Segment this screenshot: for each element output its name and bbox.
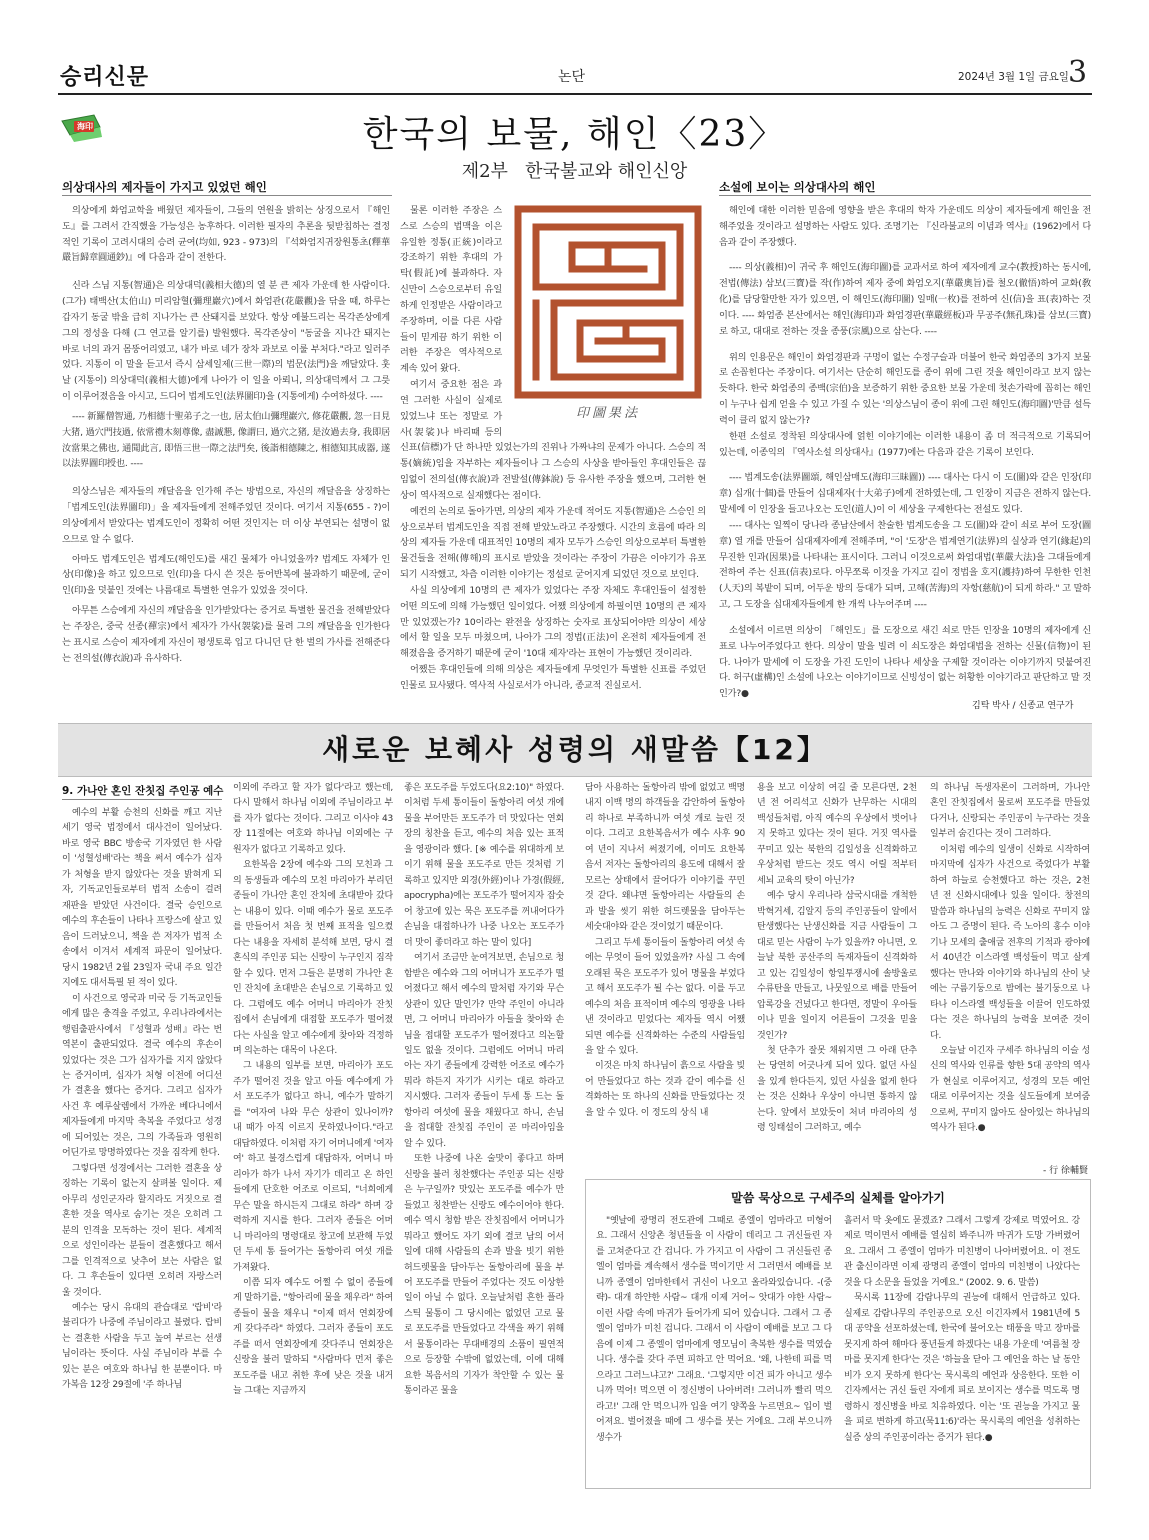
- sidebar-box: [585, 1179, 1091, 1489]
- paragraph: 아무튼 스승에게 자신의 깨달음을 인가받았다는 증거로 특별한 물건을 전해받았다는 주장은, 중국 선종(禪宗)에서 제자가 가사(袈裟)를 물려 그의 깨달음을 인가한다는 표시로 스승이 제자에게 자신이 평생토록 입고 다니던 단 한 벌의 가사를 전해준다는 전의설(傳衣說)과 유사하다.: [62, 605, 390, 664]
- article2-column-3: [404, 781, 564, 1488]
- issue-date: 2024년 3월 1일 금요일: [958, 71, 1069, 83]
- paragraph: 신라 스님 지통(智通)은 의상대덕(義相大德)의 열 분 큰 제자 가운데 한 사람이다. (그가) 태백산(太伯山) 미리암혈(彌理巖穴)에서 화엄관(花嚴觀)을 닦을 때, 하루는 갑자기 동굴 밖을 급히 지나가는 큰 산돼지를 보았다. 항상 예불드리는 목각존상에게 그의 정성을 다해 (그 연고를 알기를) 발원했다. 목각존상이 "동굴을 지나간 돼지는 바로 너의 과거 몸뚱어리였고, 내가 바로 네가 장차 과보로 이룰 부처다."라고 일러주었다. 지통이 이 말을 듣고서 즉시 삼세일제(三世一際)의 법문(法門)을 깨달았다. 훗날 (지통이) 의상대덕(義相大德)에게 나아가 이 일을 아뢰니, 의상대덕께서 그 그릇이 이루어졌음을 아시고, 드디어 법계도인(法界圖印)을 (지통에게) 수여하셨다. ----: [62, 280, 390, 403]
- article2-column-6: [930, 781, 1090, 1151]
- paragraph: 의상스님은 제자들의 깨달음을 인가해 주는 방법으로, 자신의 깨달음을 상징하는 「법계도인(法界圖印)」을 제자들에게 전해주었던 것이다. 여기서 지통(655 - ?)이 의상에게서 받았다는 법계도인이 정확히 어떤 것인지는 더 이상 부연되는 설명이 없으므로 알 수 없다.: [62, 486, 390, 545]
- article2-column-5: [757, 781, 917, 1151]
- sidebar-right-column: [844, 1214, 1080, 1484]
- paragraph: 담아 사용하는 돌항아리 밖에 없었고 백명 내지 이백 명의 하객들을 감안하여 돌항아리 하나로 부족하니까 여섯 개로 늘린 것이다. 그리고 요한복음서가 예수 사후 90여 년이 지나서 써졌기에, 이미도 요한복음서 저자는 돌항아리의 용도에 대해서 잘 모르는 상태에서 끌어다가 이야기를 꾸민 것 같다. 왜냐면 돌항아리는 사람들의 손과 발을 씻기 위한 허드렛물을 담아두는 세숫대야와 같은 것이었기 때문이다.: [585, 783, 745, 933]
- paragraph: 이처럼 예수의 일생이 신화로 시작하여 마지막에 십자가 사건으로 죽었다가 부활하여 하늘로 승천했다고 하는 것은, 2천 년 전 신화시대에나 있을 일이다. 창전의 말씀과 하나님의 능력은 신화로 꾸미지 않아도 그 증명이 된다. 즉 노아의 홍수 이야기나 모세의 출애굽 전후의 기적과 광야에서 40년간 이스라엘 백성들이 먹고 살게 했다는 만나와 이야기와 하나님의 산이 낮에는 구름기둥으로 밤에는 불기둥으로 나타나 이스라엘 백성들을 이끌어 인도하였다는 것은 하나님의 능력을 보여준 것이다.: [930, 844, 1090, 1041]
- paragraph: 의 하나님 독생자론이 그러하며, 가나안 혼인 잔칫집에서 물로써 포도주를 만들었다거나, 신랑되는 주인공이 누구라는 것을 일부러 숨긴다는 것이 그러하다.: [930, 783, 1090, 840]
- sidebar-title: 말씀 묵상으로 구세주의 실체를 알아가기: [731, 1191, 945, 1205]
- paragraph: 오늘날 이긴자 구세주 하나님의 이슬 성신의 역사와 인류를 향한 5대 공약의 역사가 현실로 이루어지고, 성경의 모든 예언대로 이루어지는 것을 실도들에게 보여줌으로써, 꾸미지 않아도 살아있는 하나님의 역사가 된다.●: [930, 1045, 1090, 1134]
- article2-banner: [58, 723, 1092, 777]
- paragraph: ---- 법계도송(法界圖頌, 해인삼매도(海印三昧圖)) ---- 대사는 다시 이 도(圖)와 같은 인장(印章) 십개(十個)를 만들어 십대제자(十大弟子)에게 전하였는데, 그 인장이 지금은 전하지 않는다. 말세에 이 인장을 들고나오는 도인(道人)이 이 세상을 구제한다는 전설도 있다.: [719, 472, 1091, 516]
- page-number: 3: [1068, 55, 1088, 90]
- paragraph: ---- 新羅僧智通, 乃相德十聖弟子之一也, 居太伯山彌理巖穴, 修花嚴觀, 忽一日見大猪, 過穴門技過, 依常禮木刻尊像, 盡誠懇, 像謂曰, 過穴之猪, 是汝過去身, 我即居汝當果之佛也, 通聞此言, 即悟三世一際之法門矣, 後詣相德陳之, 相德知其成器, 遂以法界圖印授也. ----: [62, 410, 390, 470]
- badge-text: 海印: [77, 122, 93, 131]
- paragraph: 한편 소설로 정착된 의상대사에 얽힌 이야기에는 이러한 내용이 좀 더 적극적으로 기록되어 있는데, 이종익의 『역사소설 의상대사』(1977)에는 다음과 같은 기록이 보인다.: [719, 430, 1091, 458]
- paragraph: 요한복음 2장에 예수와 그의 모친과 그의 동생들과 예수의 모친 마리아가 부리던 종들이 가나안 혼인 잔치에 초대받아 갔다는 내용이 있다. 이때 예수가 물로 포도주를 만들어서 처음 첫 번째 표적을 일으켰다는 내용을 자세히 분석해 보면, 당시 결혼식의 주인공 되는 신랑이 누구인지 짐작할 수 있다. 먼저 그들은 분명히 가나안 혼인 잔치에 초대받은 손님으로 기록하고 있다. 그럼에도 예수 어머니 마리아가 잔칫집에서 손님에게 대접할 포도주가 떨어졌다는 사실을 알고 예수에게 찾아와 걱정하며 의논하는 대목이 나온다.: [233, 860, 393, 1056]
- article1-column-2: [400, 203, 706, 709]
- paragraph: 이쯤 되자 예수도 어쩔 수 없이 종들에게 말하기를, "항아리에 물을 채우라" 하여 종들이 물을 채우니 "이제 떠서 연회장에게 갖다주라" 하였다. 그러자 종들이 포도주를 떠서 연회장에게 갖다주니 연회장은 신랑을 불러 말하되 "사람마다 먼저 좋은 포도주를 내고 취한 후에 낮은 것을 내거늘 그대는 지금까지: [233, 1278, 393, 1397]
- paragraph: 해인에 대한 이러한 믿음에 영향을 받은 후대의 학자 가운데도 의상이 제자들에게 해인을 전해주었을 것이라고 설명하는 사람도 있다. 조명기는 『신라불교의 이념과 역사』(1962)에서 다음과 같이 주장했다.: [719, 205, 1091, 248]
- paragraph: 예수의 부활 승천의 신화를 깨고 지난 세기 영국 법정에서 대사건이 일어났다. 바로 영국 BBC 방송국 기자였던 한 사람이 '성혈성배'라는 책을 써서 예수가 십자가 처형을 받지 않았다는 것을 밝혀게 되자, 기독교인들로부터 법적 소송이 걸려 재판을 받았던 사건이다. 결국 승인으로 예수의 후손들이 나타나 프랑스에 살고 있음이 드러났으니, 책을 쓴 저자가 법적 소송에서 이겨서 세계적 파문이 일어났다. 당시 1982년 2월 23일자 국내 주요 일간지에도 대서특필 된 적이 있다.: [62, 808, 222, 989]
- article2-column-1: [62, 806, 222, 1488]
- paragraph: 어쨌든 후대인들에 의해 의상은 제자들에게 무엇인가 특별한 신표를 주었던 인물로 묘사됐다. 역사적 사실로서가 아니라, 종교적 진실로서.: [400, 664, 706, 691]
- paragraph: 그 내용의 일부를 보면, 마리아가 포도주가 떨어진 것을 알고 아들 예수에게 가서 포도주가 없다고 하니, 예수가 말하기를 "여자여 나와 무슨 상관이 있나이까? 내 때가 아직 이르지 못하였나이다."라고 대답하였다. 이처럼 자기 어머니에게 '여자여' 하고 불경스럽게 대답하자, 어머니 마리아가 하가 나서 자기가 데리고 온 하인들에게 단호한 어조로 이르되, "너희에게 무슨 말을 하시든지 그대로 하라" 하며 강력하게 지시를 한다. 그러자 종들은 어머니 마리아의 명령대로 창고에 보관해 두었던 두세 통 들어가는 돌항아리 여섯 개를 가져왔다.: [233, 1061, 393, 1273]
- sidebar-left-column: [596, 1214, 832, 1484]
- paragraph: 위의 인용문은 해인이 화엄경판과 구멍이 없는 수정구슬과 더불어 한국 화엄종의 3가지 보물로 손꼽힌다는 주장이다. 여기서는 단순히 해인도를 종이 위에 그린 것을 해인이라고 보지 않는 듯하다. 한국 화엄종의 종백(宗伯)을 보증하기 위한 중요한 보물 가운데 첫손가락에 꼽히는 해인이 누구나 쉽게 얻을 수 있고 가질 수 있는 '의상스님이 종이 위에 그린 해인도(海印圖)'만큼 설득력이 클리 없지 않는가?: [719, 351, 1091, 426]
- article2-column-2: [233, 781, 393, 1488]
- article2-column-4: [585, 781, 745, 1151]
- paper-name: 승리신문: [60, 65, 150, 90]
- article2-byline: - 行 徐輔賢: [1040, 1163, 1088, 1176]
- section-heading-rule: [62, 799, 222, 800]
- article2-section-heading: 9. 가나안 혼인 잔칫집 주인공 예수: [62, 785, 224, 797]
- paragraph: 이 사건으로 영국과 미국 등 기독교인들에게 많은 충격을 주었고, 우리나라에서는 행림출판사에서 『성혈과 성배』라는 번역본이 출판되었다. 결국 예수의 후손이 있었다는 것은 그가 십자가를 지지 않았다는 증거이며, 십자가 처형 이전에 어디선가 결혼을 했다는 증거다. 그리고 십자가 사건 후 예루살렘에서 가까운 베다니에서 제자들에게 마지막 축복을 주었다고 성경에 되어있는 것은, 그의 가족들과 영원히 어딘가로 망명하였다는 것을 짐작케 한다.: [62, 993, 222, 1159]
- paragraph: 흘러서 막 옷에도 묻겠죠? 그래서 그렇게 강제로 먹였어요. 강제로 먹이면서 예배를 열심히 봐주니까 마귀가 도망 가버렸어요. 그래서 그 종엘이 엄마가 미친병이 나아버렸어요. 이 전도관 출신이라면 이제 광명리 종엘이 엄마의 미친병이 나았다는 것을 다 소문을 들었을 거예요." (2002. 9. 6. 말씀): [844, 1216, 1080, 1288]
- paragraph: 그리고 두세 통이들이 돌항아리 여섯 속에는 무엇이 들어 있었을까? 사실 그 속에 오래된 묵은 포도주가 있어 명물을 부었다고 해서 포도주가 될 수는 없다. 이를 두고 예수의 처음 표적이며 예수의 영광을 나타낸 것이라고 믿었다는 제자들 역시 어쨌 되면 예수를 신격화하는 수준의 사람들임을 알 수 있다.: [585, 937, 745, 1056]
- paragraph: 이것은 마치 하나님이 흙으로 사람을 빚어 만들었다고 하는 것과 같이 예수를 신격화하는 또 하나의 신화를 만들었다는 것을 알 수 있다. 이 정도의 상식 내: [585, 1061, 745, 1118]
- left-heading: 의상대사의 제자들이 가지고 있었던 해인: [62, 180, 267, 194]
- article1-column-1: [62, 203, 390, 709]
- masthead-rule: [58, 93, 1092, 95]
- article2-title: 새로운 보혜사 성령의 새말씀【12】: [322, 733, 828, 766]
- paragraph: 또한 나중에 나온 술맛이 좋다고 하며 신랑을 불러 칭찬했다는 주인공 되는 신랑은 누구일까? 맛있는 포도주를 예수가 만들었고 칭찬받는 신랑도 예수이어야 한다. 예수 역시 청함 받은 잔칫집에서 어머니가 뭐라고 했어도 자기 외에 결코 남의 어서 일에 대해 사람들의 손과 발을 빗기 위한 허드렛물을 담아두는 돌항아리에 물을 부어 포도주를 만들어 주었다는 것도 이상한 일이 아닐 수 없다. 오늘날처럼 흔한 플라스틱 물통이 그 당시에는 없었던 고로 물로 포도주를 만들었다고 각색을 짜기 위해서 물통이라는 무대배경의 소품이 필연적으로 등장할 수밖에 없었는데, 이에 대해 요한 복음서의 기자가 착안할 수 있는 물통이라곤 물을: [404, 1154, 564, 1397]
- paragraph: 물론 이러한 주장은 스스로 스승의 법맥을 이은 유일한 정통(正統)이라고 강조하기 위한 후대의 가탁(假託)에 불과하다. 자신만이 스승으로부터 유일하게 인정받은 사람이라고 주장하며, 이를 다른 사람들이 믿게끔 하기 위한 이러한 주장은 역사적으로 계속 있어 왔다.: [400, 205, 502, 375]
- article-title: 한국의 보물, 해인〈23〉: [362, 114, 787, 155]
- paragraph: ---- 대사는 일찍이 당나라 종남산에서 찬술한 법계도송을 그 도(圖)와 같이 쇠로 부어 도장(圖章) 열 개를 만들어 십대제자에게 전해주며, "이 '도장'은 법계연기(法界)의 실상과 연기(緣起)의 무진한 인과(因果)를 나타내는 표시이다. 그러니 이것으로써 화엄대법(華嚴大法)을 그대들에게 전하여 주는 신표(信表)로다. 아무쪼록 이것을 가지고 길이 정법을 호지(護持)하여 무한한 인천(人天)의 복밭이 되며, 어두운 방의 등대가 되며, 고해(苦海)의 자항(慈航)이 되게 하라." 고 말하고, 그 도장을 십대제자들에게 한 개씩 나누어주며 ----: [719, 519, 1091, 611]
- article-subtitle: 제2부 한국불교와 해인신앙: [461, 161, 688, 182]
- paragraph: ---- 의상(義相)이 귀국 후 해인도(海印圖)를 교과서로 하여 제자에게 교수(教授)하는 동시에, 전법(傳法) 삼보(三寶)를 작(作)하여 제자 중에 화엄오지(華嚴奧旨)를 철오(徹悟)하여 교화(敎化)를 담당할만한 자가 있으면, 이 해인도(海印圖) 일매(一枚)를 전하여 신(信)을 표(表)하는 것이다. ---- 화엄종 본산에서는 해인(海印)과 화엄경판(華嚴經板)과 무공주(無孔珠)를 삼보(三寶)로 하고, 대대로 전하는 것을 종풍(宗風)으로 삼는다. ----: [719, 262, 1091, 337]
- paragraph: 첫 단추가 잘못 채워지면 그 아래 단추는 당연히 어긋나게 되어 있다. 없던 사실을 있게 한다든지, 있던 사실을 없게 한다는 것은 신화나 우상이 아니면 통하지 않는다. 앞에서 보았듯이 처녀 마리아의 성령 잉태설이 그러하고, 예수: [757, 1045, 917, 1134]
- paragraph: 이외에 주라고 할 자가 없다'라고 했는데, 다시 말해서 하나님 이외에 주님이라고 부를 자가 없다는 것이다. 그리고 이사야 43장 11절에는 여호와 하나님 이외에는 구원자가 없다고 기록하고 있다.: [233, 783, 393, 855]
- paragraph: 좋은 포도주를 두었도다(요2:10)" 하였다. 이처럼 두세 통이들이 돌항아리 여섯 개에 물을 부어만든 포도주가 더 맛있다는 연회장의 칭찬을 듣고, 예수의 처음 있는 표적을 영광이라 했다. [※ 예수를 위대하게 보이기 위해 물을 포도주로 만든 것처럼 기록하고 있지만 외경(外經)이나 가경(假經, apocrypha)에는 포도주가 떨어지자 잡숫어 창고에 있는 묵은 포도주를 꺼내어다가 손님을 대접하나가 나중 나오는 포도주가 더 맛이 좋더라고 하는 말이 있다]: [404, 783, 564, 948]
- paragraph: 용을 보고 이상히 여길 줄 모른다면, 2천 년 전 어리석고 신화가 난무하는 시대의 백성들처럼, 아직 예수의 우상에서 벗어나지 못하고 있다는 것이 된다. 거짓 역사를 꾸미고 있는 북한의 김일성을 신격화하고 우상처럼 받드는 것도 역시 어릴 적부터 세뇌 교육의 탓이 아닌가?: [757, 783, 917, 886]
- paragraph: 의상에게 화엄교학을 배웠던 제자들이, 그들의 연원을 밝히는 상징으로서 『해인도』를 그려서 간직했을 가능성은 농후하다. 이러한 필자의 추론을 뒷받침하는 결정적인 기록이 고려시대의 승려 균여(均如, 923 - 973)의 『석화엄지귀장원통초(釋華嚴旨歸章圓通鈔)』에 다음과 같이 전한다.: [62, 205, 390, 264]
- paragraph: 여기서 조금만 눈여겨보면, 손님으로 청함받은 예수와 그의 어머니가 포도주가 떨어졌다고 해서 예수의 말처럼 자기와 무슨 상관이 있단 말인가? 만약 주인이 아니라면, 그 어머니 마리아가 아들을 찾아와 손님을 접대할 포도주가 떨어졌다고 의논할 일도 없을 것이다. 그럼에도 어머니 마리아는 자기 종들에게 강력한 어조로 예수가 뭐라 하든지 자기가 시키는 대로 하라고 지시했다. 그러자 종들이 두세 통 드는 돌항아리 여섯에 물을 채웠다고 하니, 손님을 접대할 잔칫집 주인이 곧 마리아임을 알 수 있다.: [404, 953, 564, 1149]
- heading-rule-left: [62, 195, 392, 196]
- paragraph: 예수 당시 우리나라 삼국시대를 개척한 박혁거세, 김알지 등의 주인공들이 알에서 탄생했다는 난생신화를 지금 사람들이 그대로 믿는 사람이 누가 있을까? 아니면, 오늘날 북한 공산주의 독재자들이 신격화하고 있는 김일성이 항일투쟁시에 솔방울로 수류탄을 만들고, 나뭇잎으로 배를 만들어 압록강을 건넜다고 한다면, 정말이 우아들이나 믿을 일이지 어른들이 그것을 믿을 것인가?: [757, 891, 917, 1041]
- seal-image: [510, 203, 706, 421]
- paragraph: 예수는 당시 유대의 관습대로 '랍비'라 불리다가 나중에 주님이라고 불렸다. 랍비는 결혼한 사람을 두고 높여 부르는 선생님이라는 뜻이다. 사실 주님이라 부를 수 있는 분은 여호와 하나님 한 분뿐이다. 마가복음 12장 29절에 '주 하나님: [62, 1303, 222, 1391]
- seal-caption: 印圖果法: [575, 406, 640, 421]
- heading-rule-right: [719, 195, 1091, 196]
- paragraph: 예컨의 논의로 돌아가면, 의상의 제자 가운데 적어도 지통(智通)은 스승인 의상으로부터 법계도인을 직접 전해 받았노라고 주장했다. 시간의 흐름에 따라 의상의 제자들 가운데 대표적인 10명의 제자 모두가 스승인 의상으로부터 특별한 물건들을 전해(傳해)의 표시로 받았을 것이라는 주장이 가끔은 이야기가 유포되기 시작했고, 차츰 이러한 이야기는 정설로 굳어지게 되었던 것으로 보인다.: [400, 505, 706, 581]
- paragraph: 묵시록 11장에 감람나무의 권능에 대해서 언급하고 있다. 실제로 감람나무의 주인공으로 오신 이긴자께서 1981년에 5대 공약을 선포하셨는데, 한국에 불어오는 태풍을 막고 장마를 못지게 하여 해마다 풍년들게 하겠다는 내용 가운데 '여름철 장마를 못지게 한다'는 것은 '하늘을 닫아 그 예언을 하는 날 동안 비가 오지 못하게 한다'는 묵시록의 예언과 상응한다. 또한 이긴자께서는 귀신 들린 자에게 피로 보이지는 생수를 먹도록 명령하시 정신병을 바로 치유하였다. 이는 '또 권능을 가지고 물을 피로 변하게 하고(묵11:6)'라는 묵시록의 예언을 성취하는 실증 상의 주인공이라는 증거가 된다.●: [844, 1293, 1080, 1443]
- paragraph: "옛날에 광명리 전도관에 그때로 종엘이 엄마라고 미형어요. 그래서 신앙촌 청년들을 이 사람이 데리고 그 귀신들린 자를 고쳐준다고 간 겁니다. 가 가지고 이 사람이 그 귀신들린 종엘이 엄마를 계속해서 생수를 먹이기만 서 그러면서 예배를 보니까 종엘이 엄마한테서 귀신이 나오고 올라와있습니다. -(중략)- 대개 하얀한 사람~ 대개 이제 거어~ 앗대가 야한 사람~ 이런 사람 속에 마귀가 들어가게 되어 있습니다. 그래서 그 종엘이 엄마가 미친 겁니다. 그래서 이 사람이 예배를 보고 그 다음에 이제 그 종엘이 엄마에게 영모님이 축복한 생수를 먹였습니다. 생수를 갖다 주면 피하고 안 먹어요. '왜, 나한테 피를 먹으라고 그러느냐고?' 그래요. '그렇지만 이건 피가 아니고 생수니까 먹어! 먹으면 이 정신병이 나아버려! 그러니까 빨리 먹으라고!' 그래 안 먹으니까 입을 여기 양쪽을 누르면요~ 입이 벌어져요. 벌어졌을 때에 그 생수를 붓는 거에요. 그래 부으니까 생수가: [596, 1216, 832, 1443]
- paragraph: 아마도 법계도인은 법계도(해인도)를 새긴 물체가 아니었을까? 법계도 자체가 인상(印像)을 하고 있으므로 인(印)을 다시 쓴 것은 동어반복에 불과하기 때문에, 굳이 인(印)을 덧붙인 것에는 나름대로 특별한 연유가 있었을 것이다.: [62, 553, 390, 597]
- section-name: 논단: [558, 69, 586, 85]
- article1-byline: 김탁 박사 / 신종교 연구가: [968, 698, 1073, 711]
- paragraph: 소설에서 이르면 의상이 「해인도」를 도장으로 새긴 쇠로 만든 인장을 10명의 제자에게 신표로 나누어주었다고 한다. 의상이 말을 빌려 이 쇠도장은 화엄대법을 전하는 신물(信物)이 된다. 나아가 말세에 이 도장을 가진 도인이 나타나 세상을 구제할 것이라는 이야기까지 덧붙여진다. 허구(虛構)인 소설에 나오는 이야기이므로 신빙성이 없는 허황한 이야기라고 판단하고 말 것인가?●: [719, 624, 1091, 700]
- article1-column-3: [719, 203, 1091, 709]
- right-heading: 소설에 보이는 의상대사의 해인: [719, 180, 876, 194]
- paragraph: 여기서 중요한 점은 과연 그러한 사실이 실제로 있었느냐 또는 정말로 가사(袈裟)나 바리때 등의 신표(信標)가 단 하나만 있었는가의 진위나 가짜냐의 문제가 아니다. 스승의 적통(嫡統)임을 자부하는 제자들이나 그 스승의 사상을 받아들인 후대인들은 끊임없이 전의설(傳衣說)과 전발설(傳鉢說) 등 유사한 주장을 했으며, 그러한 현상이 역사적으로 실재했다는 점이다.: [400, 379, 706, 501]
- paragraph: 사실 의상에게 10명의 큰 제자가 있었다는 주장 자체도 후대인들이 설정한 어떤 의도에 의해 가능했던 일이었다. 어쨌 의상에게 하필이면 10명의 큰 제자만 있었겠는가? 10이라는 완전을 상징하는 숫자로 표상되어야만 의상이 세상에서 할 일을 모두 마쳤으며, 나아가 그의 정법(正法)이 온전히 제자들에게 전해졌음을 증거하기 때문에 굳이 '10대 제자'라는 표현이 가능했던 것이리라.: [400, 584, 706, 660]
- paragraph: 그렇다면 성경에서는 그러한 결혼을 상징하는 기록이 없는지 살펴볼 일이다. 제아무리 성인군자라 할지라도 거짓으로 결혼한 것을 역사로 숨기는 것은 오히려 그분의 인격을 모독하는 것이 된다. 세계적으로 성인이라는 분들이 결혼했다고 해서 그를 인격적으로 낮추어 보는 사람은 없다. 그 후손들이 있다면 오히려 자랑스러울 것이다.: [62, 1163, 222, 1298]
